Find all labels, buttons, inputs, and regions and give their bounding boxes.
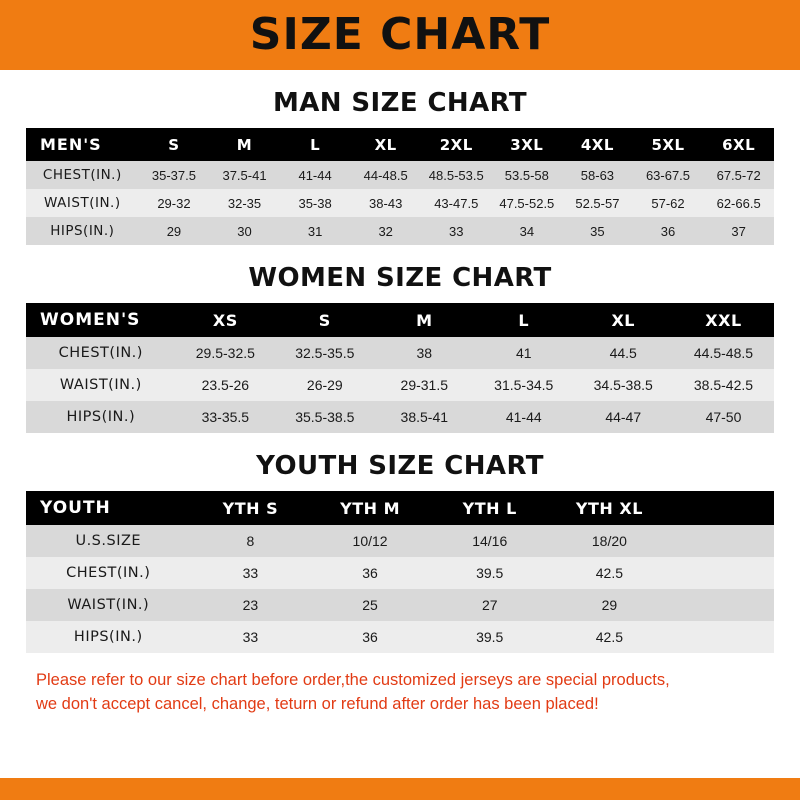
men-hips-6xl: 37	[731, 223, 746, 239]
table-row	[26, 621, 774, 653]
men-header-4xl: 4XL	[580, 135, 614, 154]
men-waist-5xl: 57-62	[651, 195, 685, 211]
youth-row-waist-label: WAIST(IN.)	[67, 597, 150, 613]
youth-ussize-m: 10/12	[352, 533, 388, 549]
youth-header-l: YTH L	[462, 498, 517, 518]
youth-ussize-s: 8	[246, 533, 255, 549]
men-chest-xl: 44-48.5	[363, 167, 408, 183]
men-chest-l: 41-44	[298, 167, 332, 183]
women-hips-m: 38.5-41	[400, 409, 449, 425]
women-waist-s: 26-29	[306, 377, 343, 393]
content-area	[0, 88, 800, 717]
table-row	[26, 189, 774, 217]
men-waist-6xl: 62-66.5	[716, 195, 761, 211]
youth-waist-blank	[669, 589, 774, 621]
men-chest-m: 37.5-41	[222, 167, 267, 183]
women-header-xs: XS	[212, 310, 238, 330]
men-chest-2xl: 48.5-53.5	[428, 167, 484, 183]
youth-chest-xl: 42.5	[595, 565, 624, 581]
men-waist-2xl: 43-47.5	[434, 195, 479, 211]
women-header-s: S	[318, 310, 331, 330]
men-waist-xl: 38-43	[369, 195, 403, 211]
table-row	[26, 337, 774, 369]
men-header-l: L	[310, 135, 321, 154]
women-hips-l: 41-44	[505, 409, 542, 425]
women-header-label: WOMEN'S	[40, 310, 141, 330]
youth-chest-l: 39.5	[476, 565, 504, 581]
women-header-l: L	[518, 310, 530, 330]
women-waist-m: 29-31.5	[400, 377, 449, 393]
header-band	[0, 0, 800, 70]
men-chest-5xl: 63-67.5	[645, 167, 691, 183]
men-hips-2xl: 33	[449, 223, 464, 239]
youth-waist-xl: 29	[601, 597, 618, 613]
youth-section-title: YOUTH SIZE CHART	[256, 451, 544, 481]
table-header-row	[26, 303, 774, 337]
youth-chest-blank	[669, 557, 774, 589]
men-header-3xl: 3XL	[510, 135, 544, 154]
note-line-2: we don't accept cancel, change, teturn or refund after order has been placed!	[36, 694, 599, 713]
youth-row-hips-label: HIPS(IN.)	[73, 629, 143, 645]
men-header-xl: XL	[374, 135, 397, 154]
women-size-table	[26, 303, 774, 433]
note-line-1: Please refer to our size chart before order,the customized jerseys are special products,	[36, 671, 670, 689]
youth-waist-l: 27	[481, 597, 498, 613]
men-hips-m: 30	[237, 223, 252, 239]
youth-hips-blank	[669, 621, 774, 653]
youth-header-xl: YTH XL	[575, 498, 643, 518]
men-chest-s: 35-37.5	[151, 167, 196, 183]
table-row	[26, 369, 774, 401]
youth-hips-l: 39.5	[476, 629, 504, 645]
men-waist-4xl: 52.5-57	[575, 195, 620, 211]
men-size-table	[26, 128, 774, 245]
men-row-hips-label: HIPS(IN.)	[50, 223, 115, 239]
table-row	[26, 589, 774, 621]
men-header-m: M	[236, 135, 253, 154]
youth-chest-s: 33	[242, 565, 259, 581]
women-chest-s: 32.5-35.5	[295, 345, 355, 361]
men-hips-l: 31	[307, 223, 323, 239]
men-header-label: MEN'S	[40, 135, 102, 154]
women-hips-xs: 33-35.5	[201, 409, 250, 425]
page-title: SIZE CHART	[249, 9, 551, 60]
women-waist-xs: 23.5-26	[201, 377, 250, 393]
women-header-xl: XL	[611, 310, 635, 330]
women-row-waist-label: WAIST(IN.)	[59, 377, 142, 393]
table-header-row	[26, 491, 774, 525]
youth-waist-s: 23	[242, 597, 259, 613]
men-section-title: MAN SIZE CHART	[272, 88, 528, 118]
men-header-5xl: 5XL	[651, 135, 685, 154]
youth-hips-xl: 42.5	[595, 629, 624, 645]
youth-row-chest-label: CHEST(IN.)	[66, 565, 151, 581]
youth-row-ussize-label: U.S.SIZE	[75, 533, 142, 549]
women-chest-xl: 44.5	[609, 345, 637, 361]
men-waist-m: 32-35	[227, 195, 262, 211]
table-row	[26, 401, 774, 433]
footer-band	[0, 778, 800, 800]
women-waist-xl: 34.5-38.5	[593, 377, 653, 393]
women-section-title: WOMEN SIZE CHART	[248, 263, 552, 293]
youth-hips-s: 33	[242, 629, 259, 645]
table-row	[26, 557, 774, 589]
men-hips-5xl: 36	[660, 223, 676, 239]
men-row-waist-label: WAIST(IN.)	[44, 195, 121, 211]
youth-header-s: YTH S	[222, 498, 279, 518]
women-chest-xxl: 44.5-48.5	[693, 345, 754, 361]
youth-ussize-blank	[669, 525, 774, 557]
men-chest-3xl: 53.5-58	[504, 167, 549, 183]
men-hips-s: 29	[166, 223, 182, 239]
table-header-row	[26, 128, 774, 161]
men-hips-4xl: 35	[590, 223, 605, 239]
order-policy-note	[36, 669, 764, 717]
table-row	[26, 525, 774, 557]
header-left-accent	[0, 0, 36, 70]
men-hips-xl: 32	[378, 223, 393, 239]
women-chest-m: 38	[416, 345, 433, 361]
table-row	[26, 217, 774, 245]
women-chest-l: 41	[515, 345, 532, 361]
men-hips-3xl: 34	[519, 223, 535, 239]
youth-ussize-l: 14/16	[472, 533, 508, 549]
youth-hips-m: 36	[362, 629, 378, 645]
youth-chest-m: 36	[362, 565, 378, 581]
table-row	[26, 161, 774, 189]
women-row-hips-label: HIPS(IN.)	[66, 409, 136, 425]
women-row-chest-label: CHEST(IN.)	[58, 345, 143, 361]
youth-header-blank	[669, 491, 774, 525]
youth-header-label: YOUTH	[40, 498, 111, 518]
men-chest-6xl: 67.5-72	[716, 167, 761, 183]
women-header-m: M	[416, 310, 433, 330]
men-header-6xl: 6XL	[722, 135, 756, 154]
men-chest-4xl: 58-63	[580, 167, 615, 183]
youth-header-m: YTH M	[340, 498, 400, 518]
women-hips-s: 35.5-38.5	[295, 409, 355, 425]
youth-size-table	[26, 491, 774, 653]
men-waist-l: 35-38	[298, 195, 332, 211]
header-right-accent	[764, 0, 800, 70]
women-waist-l: 31.5-34.5	[494, 377, 554, 393]
women-hips-xl: 44-47	[605, 409, 642, 425]
youth-ussize-xl: 18/20	[591, 533, 627, 549]
women-chest-xs: 29.5-32.5	[195, 345, 255, 361]
men-waist-s: 29-32	[157, 195, 191, 211]
men-header-s: S	[168, 135, 180, 154]
women-waist-xxl: 38.5-42.5	[693, 377, 754, 393]
women-hips-xxl: 47-50	[705, 409, 742, 425]
men-row-chest-label: CHEST(IN.)	[42, 167, 122, 183]
men-waist-3xl: 47.5-52.5	[499, 195, 555, 211]
youth-waist-m: 25	[362, 597, 378, 613]
men-header-2xl: 2XL	[439, 135, 473, 154]
women-header-xxl: XXL	[705, 310, 742, 330]
